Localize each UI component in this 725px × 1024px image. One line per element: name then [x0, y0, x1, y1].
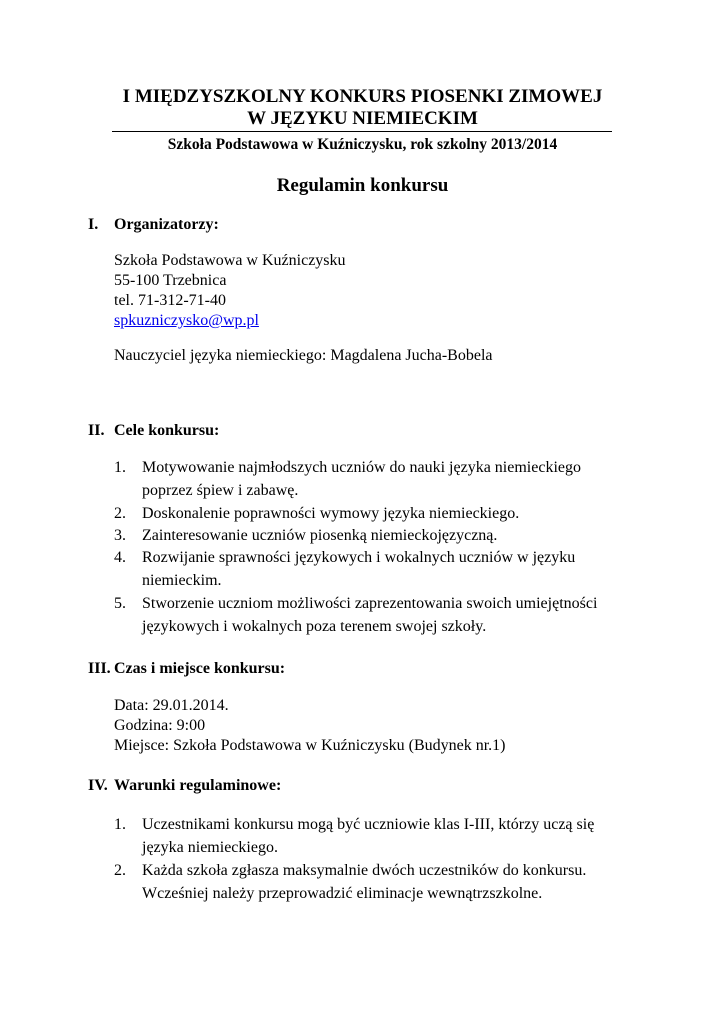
contest-time: Godzina: 9:00 — [114, 717, 206, 734]
rule-2-line-2: Wcześniej należy przeprowadzić eliminacje wewnątrzszkolne. — [142, 885, 543, 902]
organizer-email-link[interactable]: spkuzniczysko@wp.pl — [114, 312, 259, 329]
organizer-address: 55-100 Trzebnica — [114, 272, 227, 289]
section-2-title: Cele konkursu: — [114, 422, 220, 439]
section-4-number: IV. — [88, 777, 108, 794]
goal-4-line-2: niemieckim. — [142, 572, 222, 589]
goal-3-number: 3. — [114, 527, 126, 544]
section-3-number: III. — [88, 660, 111, 677]
title-line-1: I MIĘDZYSZKOLNY KONKURS PIOSENKI ZIMOWEJ — [122, 86, 603, 107]
goal-1-line-1: Motywowanie najmłodszych uczniów do nauki języka niemieckiego — [142, 459, 581, 476]
section-1-number: I. — [88, 216, 99, 233]
goal-4-line-1: Rozwijanie sprawności językowych i wokalnych uczniów w języku — [142, 549, 576, 566]
goal-2-line-1: Doskonalenie poprawności wymowy języka niemieckiego. — [142, 505, 520, 522]
rule-2-number: 2. — [114, 862, 126, 879]
section-2-number: II. — [88, 422, 105, 439]
goal-4-number: 4. — [114, 549, 126, 566]
goal-1-line-2: poprzez śpiew i zabawę. — [142, 482, 299, 499]
title-divider — [112, 131, 612, 132]
goal-1-number: 1. — [114, 459, 126, 476]
rule-1-number: 1. — [114, 816, 126, 833]
contest-date: Data: 29.01.2014. — [114, 697, 229, 714]
section-3-title: Czas i miejsce konkursu: — [114, 660, 286, 677]
organizer-name: Szkoła Podstawowa w Kuźniczysku — [114, 252, 346, 269]
rule-1-line-2: języka niemieckiego. — [142, 839, 278, 856]
goal-5-number: 5. — [114, 595, 126, 612]
organizer-phone: tel. 71-312-71-40 — [114, 292, 226, 309]
document-heading: Regulamin konkursu — [276, 175, 449, 196]
section-4-title: Warunki regulaminowe: — [114, 777, 282, 794]
rule-1-line-1: Uczestnikami konkursu mogą być uczniowie klas I-III, którzy uczą się — [142, 816, 595, 833]
title-line-2: W JĘZYKU NIEMIECKIM — [247, 108, 478, 129]
goal-2-number: 2. — [114, 505, 126, 522]
teacher-info: Nauczyciel języka niemieckiego: Magdalena Jucha-Bobela — [114, 347, 493, 364]
section-1-title: Organizatorzy: — [114, 216, 219, 233]
goal-3-line-1: Zainteresowanie uczniów piosenką niemieckojęzyczną. — [142, 527, 498, 544]
goal-5-line-1: Stworzenie uczniom możliwości zaprezentowania swoich umiejętności — [142, 595, 598, 612]
goal-5-line-2: językowych i wokalnych poza terenem swojej szkoły. — [142, 618, 487, 635]
contest-place: Miejsce: Szkoła Podstawowa w Kuźniczysku (Budynek nr.1) — [114, 737, 506, 754]
subtitle: Szkoła Podstawowa w Kuźniczysku, rok szkolny 2013/2014 — [167, 136, 558, 153]
rule-2-line-1: Każda szkoła zgłasza maksymalnie dwóch uczestników do konkursu. — [142, 862, 587, 879]
